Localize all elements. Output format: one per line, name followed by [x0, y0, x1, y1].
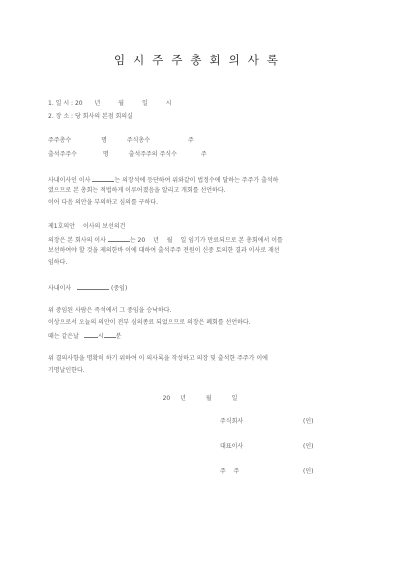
total-shareholders-line: 주주총수 명 주식총수 주: [48, 137, 194, 144]
closing-line-1: 위 중임된 사람은 즉석에서 그 중임을 승낙하다.: [48, 307, 172, 314]
date-footer: 20 년 월 일: [162, 395, 238, 402]
certification-line-2: 기명날인한다.: [48, 367, 85, 374]
minute-blank: [104, 331, 116, 338]
meeting-place-line: 2. 장 소 : 당 회사의 본점 회의실: [48, 113, 133, 120]
signature-ceo-seal: (인): [303, 443, 314, 450]
closing-line-2: 이상으로서 오늘의 의안이 전부 심의종료 되었으므로 의장은 폐회를 선언하다.: [48, 319, 251, 326]
director-name-blank: [92, 175, 114, 182]
agenda-line-1: 의장은 본 회사의 이사 는 20 년 월 일 임기가 만료되므로 본 총회에서 이를: [48, 237, 283, 244]
signature-ceo-label: 대표이사: [220, 443, 244, 450]
elected-name-blank: [77, 283, 109, 290]
signature-shareholder-label: 주 주: [220, 468, 240, 475]
document-title: 임시주주총회의사록: [114, 53, 286, 67]
agenda-line-2: 보선하여야 할 것을 제의한바 이에 대하여 출석주주 전원이 신중 토의한 결과 이사로 재선: [48, 247, 280, 254]
expiring-director-blank: [108, 235, 130, 242]
present-shareholders-line: 출석주주수 명 출석주주의 주식수 주: [48, 151, 207, 158]
signature-company-label: 주식회사: [220, 418, 244, 425]
certification-line-1: 위 결의사항을 명확히 하기 위하여 이 의사록을 작성하고 의장 및 출석한 주주가 이에: [48, 355, 268, 362]
opening-line-2: 였으므로 본 총회는 적법하게 이루어졌음을 알리고 개회를 선언하다.: [48, 187, 226, 194]
agenda-line-3: 임하다.: [48, 259, 68, 266]
elected-director-line: 사내이사 (중임): [48, 285, 128, 292]
opening-line-3: 이어 다음 의안을 부의하고 심의를 구하다.: [48, 199, 158, 206]
signature-shareholder-seal: (인): [303, 468, 314, 475]
closing-line-3: 때는 같은날 시 분: [48, 333, 122, 340]
signature-company-seal: (인): [303, 418, 314, 425]
agenda-heading: 제1호의안 이사의 보선의건: [48, 223, 126, 230]
meeting-date-line: 1. 일 시 : 20 년 월 일 시: [48, 100, 172, 107]
opening-line-1: 사내이사인 이사 는 의장석에 등단하여 위와같이 법정수에 달하는 주주가 출석하: [48, 177, 279, 184]
hour-blank: [84, 331, 98, 338]
